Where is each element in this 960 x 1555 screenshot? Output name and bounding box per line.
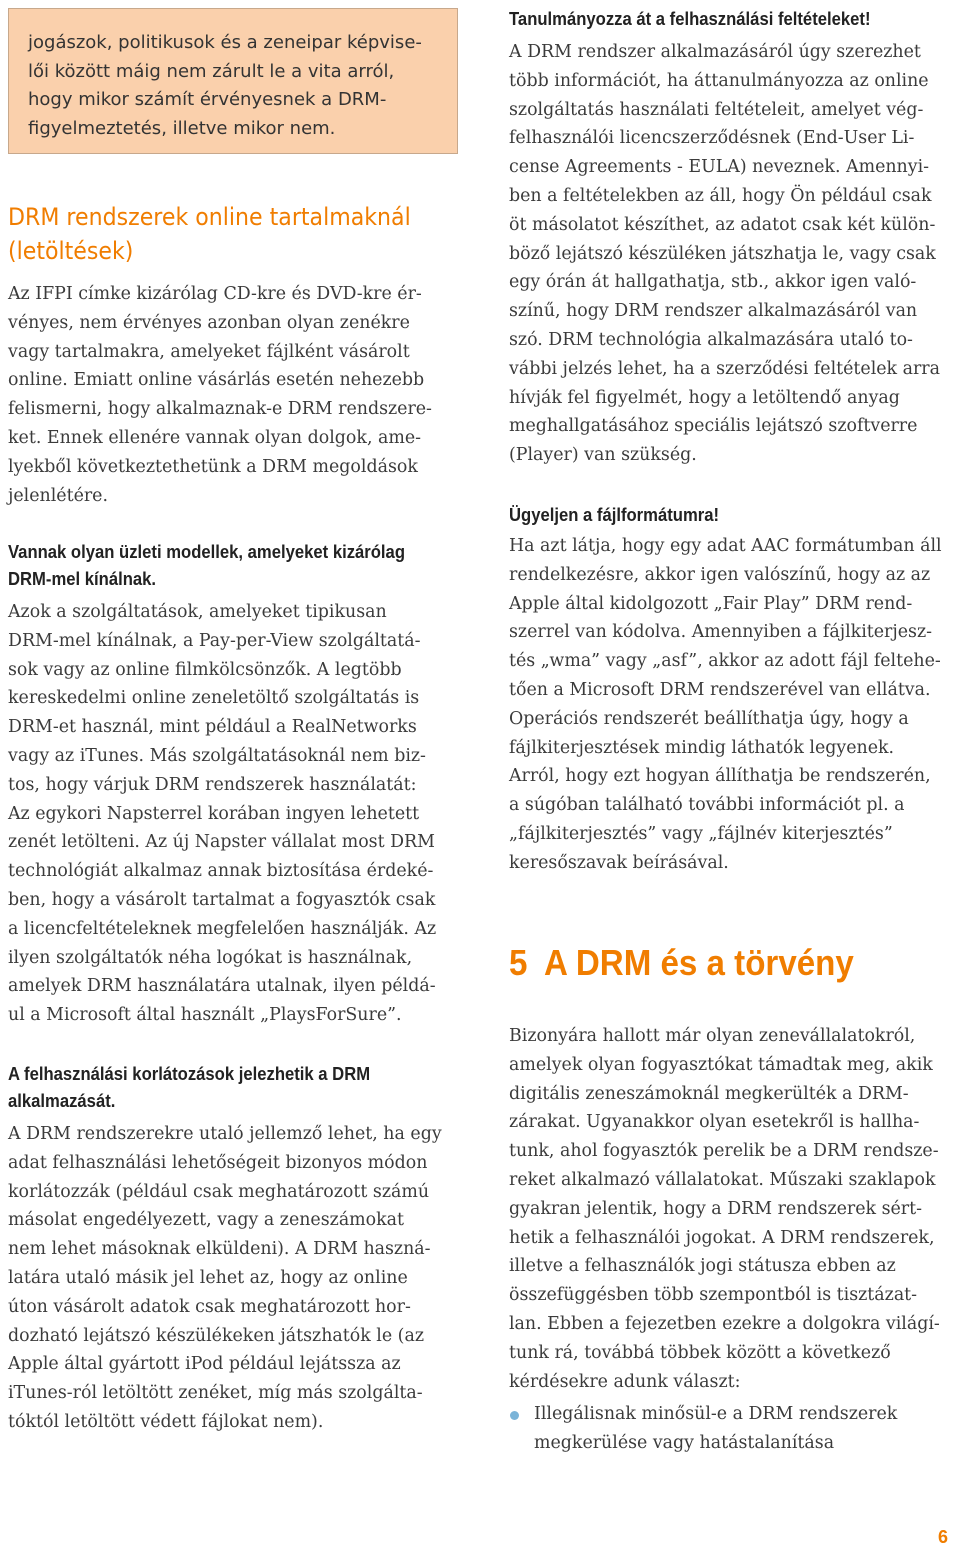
text-line: tés „wma” vagy „asf”, akkor az adott fájl feltehe- [509,651,941,672]
text-line: jelenlétére. [8,485,109,506]
paragraph-terms-of-use [509,38,957,470]
text-line: vagy az iTunes. Más szolgáltatásoknál nem biz- [8,745,426,766]
text-line: DRM-mel kínálnak, a Pay-per-View szolgáltatá- [8,630,421,651]
text-line: vagy tartalmakra, amelyeket fájlként vásárolt [8,341,410,362]
text-line: digitális zeneszámoknál megkerülték a DRM- [509,1083,909,1104]
callout-line: hogy mikor számít érvényesnek a DRM- [28,89,387,111]
subheading-business-models: Vannak olyan üzleti modellek, amelyeket kizárólag DRM-mel kínálnak. [8,541,405,589]
text-line: meghallgatásához speciális lejátszó szoftverre [509,416,918,437]
text-line: ul a Microsoft által használt „PlaysForSure”. [8,1005,402,1026]
text-line: tóktól letöltött védett fájlokat nem). [8,1411,324,1432]
text-line: gyakran jelentik, hogy a DRM rendszerek sért- [509,1198,922,1219]
text-line: hívják fel figyelmét, hogy a letöltendő anyag [509,387,900,408]
text-line: tően a Microsoft DRM rendszerével van ellátva. [509,679,931,700]
text-line: (Player) van szükség. [509,445,697,466]
text-line: nem lehet másoknak elküldeni). A DRM haszná- [8,1239,431,1260]
text-line: Azok a szolgáltatások, amelyeket tipikusan [8,602,387,622]
text-line: felhasználói licencszerződésnek (End-User Li- [509,128,915,149]
subheading-terms-of-use: Tanulmányozza át a felhasználási feltételeket! [509,8,871,29]
text-line: szó. DRM technológia alkalmazására utaló to- [509,329,913,350]
text-line: „fájlkiterjesztés” vagy „fájlnév kiterjesztés” [509,823,893,844]
text-line: ilyen szolgáltatók néha logókat is használnak, [8,947,413,968]
text-line: A DRM rendszerekre utaló jellemző lehet, ha egy [8,1124,442,1144]
subheading-file-format: Ügyeljen a fájlformátumra! [509,504,720,525]
text-line: Operációs rendszerét beállíthatja úgy, hogy a [509,708,909,729]
text-line: amelyek olyan fogyasztókat támadtak meg, akik [509,1054,933,1075]
paragraph-business-models [8,598,464,1030]
text-line: ben, hogy a vásárolt tartalmat a fogyasztók csak [8,889,436,910]
text-line: színű, hogy DRM rendszer alkalmazásáról van [509,301,918,322]
paragraph-file-format [509,532,957,878]
text-line: fájlkiterjesztések mindig láthatók legyenek. [509,737,895,758]
text-line: Az IFPI címke kizárólag CD-kre és DVD-kre ér- [8,284,422,304]
text-line: Bizonyára hallott már olyan zenevállalatokról, [509,1026,916,1046]
bullet-dot-icon [510,1411,519,1420]
text-line: tos, hogy várjuk DRM rendszerek használatát: [8,774,417,795]
text-line: zárakat. Ugyanakkor olyan esetekről is hallha- [509,1112,920,1133]
text-line: a licencfeltételeknek megfelelően használják. Az [8,918,437,939]
paragraph-chapter-intro [509,1022,957,1396]
text-line: illetve a felhasználók jogi státusza ebben az [509,1256,896,1277]
text-line: kérdésekre adunk választ: [509,1371,741,1392]
text-line: kereskedelmi online zeneletöltő szolgáltatás is [8,688,420,709]
paragraph-online [8,280,464,510]
page-number: 6 [938,1527,949,1547]
text-line: lan. Ebben a fejezetben ezekre a dolgokra világí- [509,1313,940,1334]
text-line: egy órán át hallgathatja, stb., akkor igen való- [509,272,917,293]
text-line: böző lejátszó készüléken játszhatja le, vagy csak [509,243,936,264]
callout-line: figyelmeztetés, illetve mikor nem. [28,117,336,139]
text-line: hetik a felhasználói jogokat. A DRM rendszerek, [509,1227,935,1248]
text-line: sok vagy az online filmkölcsönzők. A legtöbb [8,659,402,680]
text-line: szerrel van kódolva. Amennyiben a fájlkiterjesz- [509,622,933,643]
text-line: A DRM rendszer alkalmazásáról úgy szerezhet [509,42,921,62]
text-line: Az egykori Napsterrel korában ingyen lehetett [8,803,420,824]
text-line: Arról, hogy ezt hogyan állíthatja be rendszerén, [509,766,931,787]
text-line: lyekből következtethetünk a DRM megoldások [8,456,418,477]
text-line: szolgáltatás használati feltételeit, amelyet vég- [509,99,924,120]
text-line: Ha azt látja, hogy egy adat AAC formátumban áll [509,536,942,556]
text-line: ket. Ennek ellenére vannak olyan dolgok, ame- [8,427,422,448]
text-line: latára utaló másik jel lehet az, hogy az online [8,1267,408,1288]
text-line: összefüggésben több szempontból is tisztázat- [509,1285,918,1306]
text-line: felismerni, hogy alkalmaznak-e DRM rendszere- [8,399,432,420]
chapter-heading [509,938,854,988]
text-line: online. Emiatt online vásárlás esetén nehezebb [8,370,425,391]
text-line: technológiát alkalmaz annak biztosítása érdeké- [8,861,434,882]
text-line: Apple által gyártott iPod például lejátssza az [8,1354,401,1375]
text-line: vényes, nem érvényes azonban olyan zenékre [8,312,410,333]
text-line: úton vásárolt adatok csak meghatározott hor- [8,1296,411,1317]
text-line: cense Agreements - EULA) neveznek. Amennyi- [509,157,930,178]
text-line: zenét letölteni. Az új Napster vállalat most DRM [8,832,435,853]
callout-box [8,8,458,154]
chapter-title: A DRM és a törvény [543,942,854,983]
text-line: keresőszavak beírásával. [509,852,729,873]
callout-line: lői között máig nem zárult le a vita arról, [28,60,395,82]
text-line: tunk, ahol fogyasztók perelik be a DRM rendsze- [509,1141,939,1162]
text-line: iTunes-ról letöltött zenéket, míg más szolgálta- [8,1383,423,1404]
text-line: amelyek DRM használatára utalnak, ilyen példá- [8,976,436,997]
list-item: Illegálisnak minősül-e a DRM rendszerek megkerülése vagy hatástalanítása [509,1400,955,1458]
text-line: Apple által kidolgozott „Fair Play” DRM rend- [509,593,913,614]
text-line: tunk rá, továbbá többek között a következő [509,1342,891,1363]
section-heading-online: DRM rendszerek online tartalmaknál (letöltések) [8,203,411,265]
text-line: dozható lejátszó készülékeken játszhatók le (az [8,1325,424,1346]
text-line: reket alkalmazó vállalatokat. Műszaki szaklapok [509,1169,936,1190]
callout-line: jogászok, politikusok és a zeneipar képvise- [28,32,422,53]
text-line: öt másolatot készíthet, az adatot csak két külön- [509,214,936,235]
text-line: korlátozzák (például csak meghatározott számú [8,1181,430,1202]
text-line: vábbi jelzés lehet, ha a szerződési feltételek arra [509,358,940,379]
text-line: másolat engedélyezett, vagy a zeneszámokat [8,1210,405,1231]
chapter-number: 5 [509,942,528,983]
text-line: adat felhasználási lehetőségeit bizonyos módon [8,1152,428,1173]
text-line: több információt, ha áttanulmányozza az online [509,70,929,91]
text-line: rendelkezésre, akkor igen valószínű, hogy az az [509,564,931,585]
text-line: DRM-et használ, mint például a RealNetworks [8,717,417,738]
subheading-usage-restrictions: A felhasználási korlátozások jelezhetik a DRM alkalmazását. [8,1063,371,1111]
text-line: ben a feltételekben az áll, hogy Ön például csak [509,185,932,206]
question-list [509,1400,955,1458]
paragraph-usage-restrictions [8,1120,464,1437]
text-line: a súgóban található további információt pl. a [509,795,905,816]
